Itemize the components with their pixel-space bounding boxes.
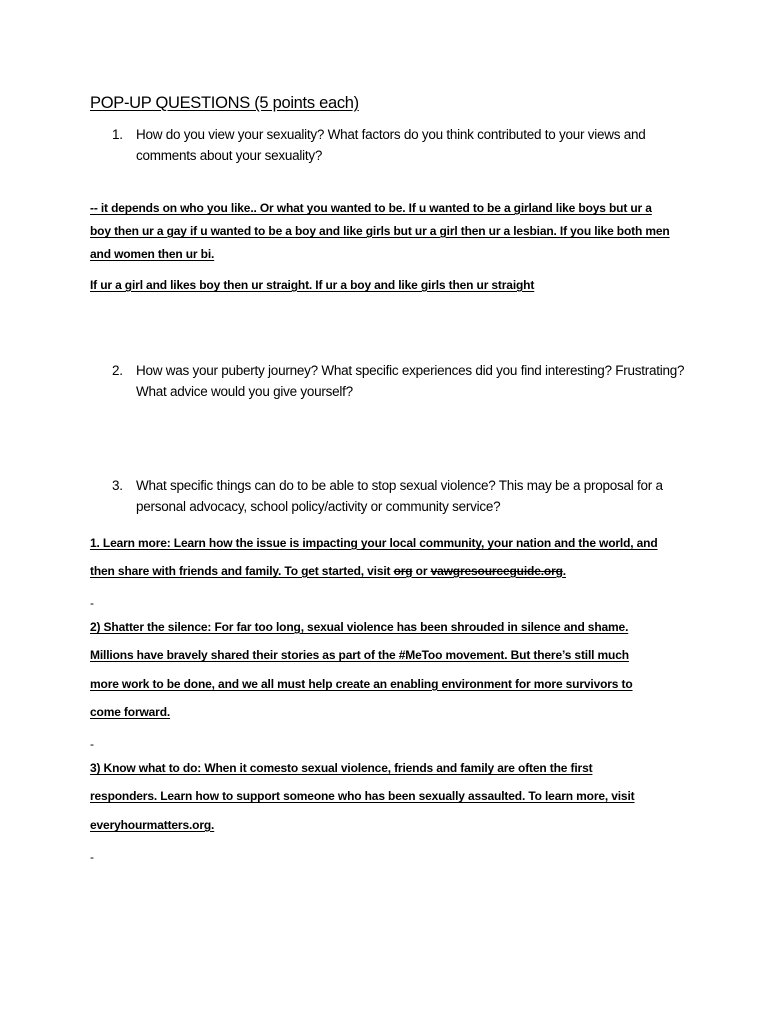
answer-3-item-2-line-4: come forward. — [90, 705, 171, 719]
answer-1-line-3: and women then ur bi. — [90, 247, 215, 261]
question-2-line-2: What advice would you give yourself? — [136, 384, 353, 399]
answer-3-item-2-line-2: Millions have bravely shared their stories as part of the #MeToo movement. But there’s still much — [90, 648, 629, 662]
question-2-number: 2. — [112, 363, 123, 378]
answer-3-item-3-line-2: responders. Learn how to support someone who has been sexually assaulted. To learn more, visit — [90, 789, 635, 803]
question-1-line-2: comments about your sexuality? — [136, 148, 323, 163]
question-1-line-1: How do you view your sexuality? What factors do you think contributed to your views and — [136, 127, 646, 142]
answer-3-item-2-line-1: 2) Shatter the silence: For far too long, sexual violence has been shrouded in silence and shame. — [90, 620, 629, 634]
answer-3-item-3-line-1: 3) Know what to do: When it comesto sexual violence, friends and family are often the first — [90, 761, 593, 775]
answer-3-item-2-line-3: more work to be done, and we all must help create an enabling environment for more survivors to — [90, 677, 633, 691]
question-3-text — [136, 475, 663, 517]
question-1-number: 1. — [112, 127, 123, 142]
question-2-text — [136, 360, 684, 402]
answer-1-line-1: -- it depends on who you like.. Or what you wanted to be. If u wanted to be a girland like boys but ur a — [90, 201, 652, 215]
answer-3-item-3-line-3: everyhourmatters.org. — [90, 818, 215, 832]
separator-dash-3: - — [90, 850, 94, 864]
answer-3-item-1-line-1: 1. Learn more: Learn how the issue is impacting your local community, your nation and the world, and — [90, 536, 658, 550]
separator-dash-2: - — [90, 737, 94, 751]
question-1-text — [136, 124, 646, 166]
answer-3-item-1-end: . — [562, 564, 566, 578]
answer-1-line-2: boy then ur a gay if u wanted to be a boy and like girls but ur a girl then ur a lesbian. If you like both men — [90, 224, 670, 238]
question-3-line-1: What specific things can do to be able to stop sexual violence? This may be a proposal for a — [136, 478, 663, 493]
question-3-line-2: personal advocacy, school policy/activity or community service? — [136, 499, 501, 514]
page-title: POP-UP QUESTIONS (5 points each) — [90, 94, 359, 112]
answer-3-item-1-line-2 — [90, 564, 566, 578]
question-3-number: 3. — [112, 478, 123, 493]
separator-dash-1: - — [90, 596, 94, 610]
question-2-line-1: How was your puberty journey? What specific experiences did you find interesting? Frustrating? — [136, 363, 685, 378]
answer-1-line-4: If ur a girl and likes boy then ur straight. If ur a boy and like girls then ur straight — [90, 278, 535, 292]
answer-3-item-1-prefix: then share with friends and family. To get started, visit — [90, 564, 394, 578]
struck-link-org[interactable]: org — [393, 564, 413, 578]
answer-3-item-1-or: or — [412, 564, 431, 578]
struck-link-vawgresourceguide[interactable]: vawgresourceguide.org — [430, 564, 563, 578]
